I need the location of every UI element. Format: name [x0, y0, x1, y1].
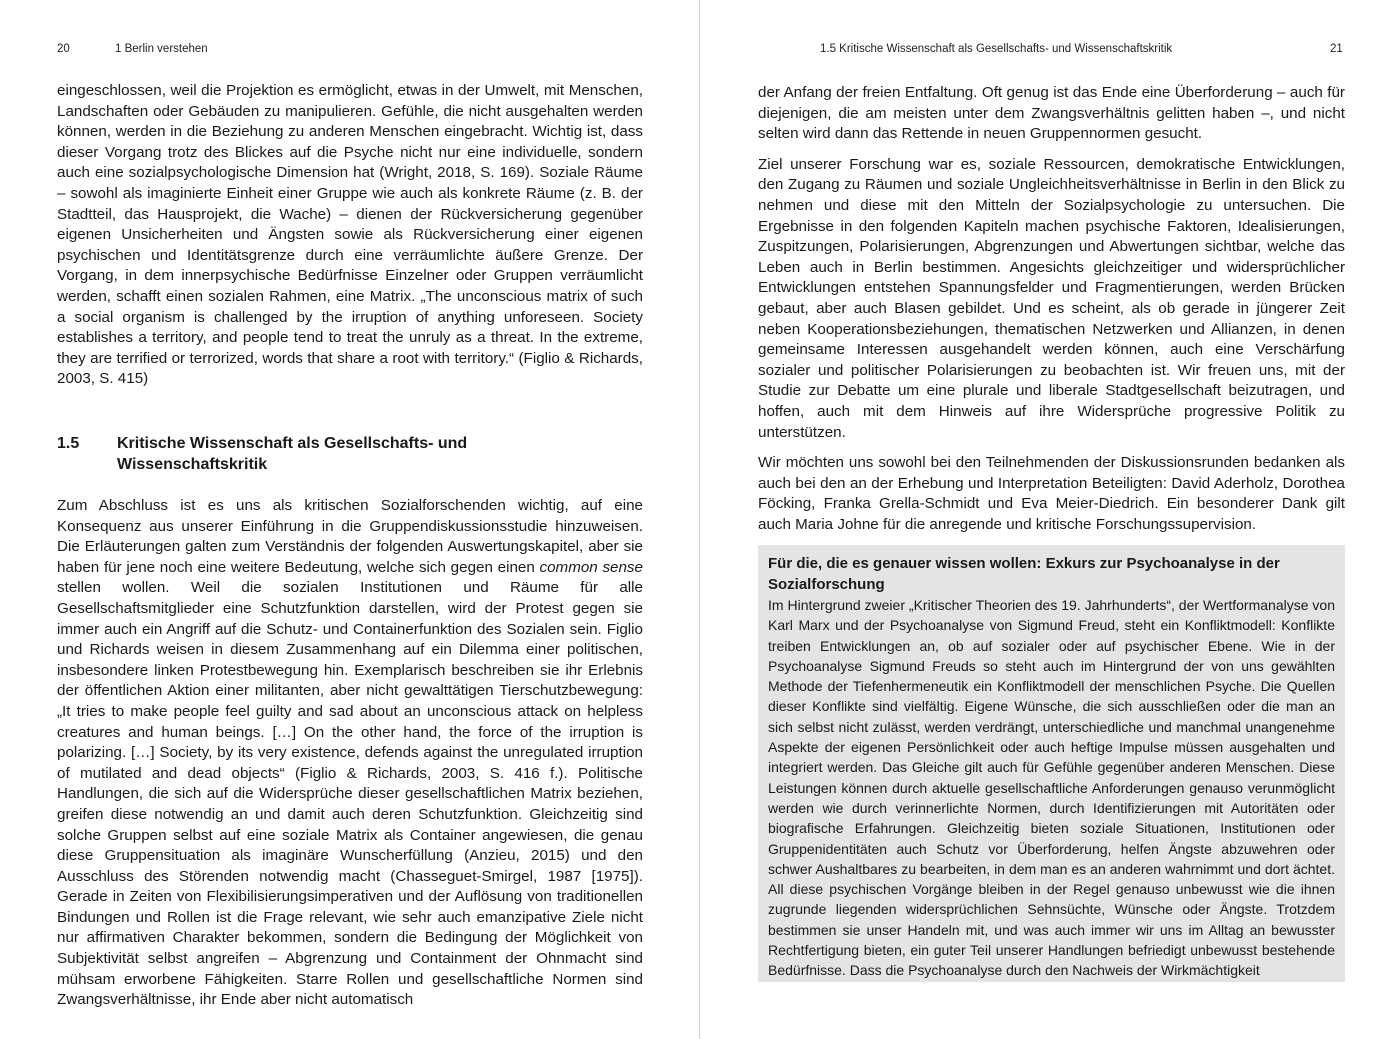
italic-term: common sense [539, 558, 643, 576]
paragraph-research-goal: Ziel unserer Forschung war es, soziale Ressourcen, demokratische Entwicklungen, den Zugang zu Räumen und soziale Ungleichheitsverhältnisse in Berlin in den Blick zu nehmen und diese mit den Mitteln der Sozialpsychologie zu untersuchen. Die Ergebnisse in den folgenden Kapiteln machen psychische Faktoren, Idealisierungen, Zuspitzungen, Polarisierungen, Abgrenzungen und Abwertungen sichtbar, welche das Leben auch in Berlin bestimmen. Angesichts gleichzeitiger und widersprüchlicher Entwicklungen entstehen Spannungsfelder und Fragmentierungen, werden Brücken gebaut, aber auch Blasen gebildet. Und es scheint, als ob gerade in jüngerer Zeit neben Kooperationsbeziehungen, thematischen Netzwerken und Allianzen, in denen gemeinsame Interessen ausgehandelt werden können, auch eine Verschärfung sozialer und politischer Polarisierungen zu beobachten ist. Wir freuen uns, mit der Studie zur Debatte um eine plurale und liberale Stadtgesellschaft beizutragen, und hoffen, auch mit dem Hinweis auf ihre Widersprüche progressive Politik zu unterstützen. [758, 155, 1345, 441]
excursus-title: Für die, die es genauer wissen wollen: Exkurs zur Psychoanalyse in der Sozialforschung [768, 555, 1280, 593]
running-header-right: 1.5 Kritische Wissenschaft als Gesellschafts- und Wissenschaftskritik [820, 43, 1173, 55]
paragraph-free-development: der Anfang der freien Entfaltung. Oft genug ist das Ende eine Überforderung – auch für diejenigen, die am meisten unter dem Zwangsverhältnis gelitten haben –, und nicht selten wird dann das Rettende in neuen Gruppennormen gesucht. [758, 84, 1345, 143]
paragraph-text-part-2: stellen wollen. Weil die sozialen Institutionen und Räume für alle Gesellschaftsmitglieder eine Schutzfunktion darstellen, wird der Protest gegen sie immer auch ein Angriff auf die Schutz- und Containerfunktion des Sozialen sein. Figlio und Richards weisen in diesem Zusammenhang auf ein Dilemma einer politischen, insbesondere linken Protestbewegung hin. Exemplarisch beschreiben sie ihr Erlebnis der öffentlichen Aktion einer militanten, aber nicht gewalttätigen Tierschutzbewegung: „It tries to make people feel guilty and sad about an unconscious attack on helpless creatures and human beings. […] On the other hand, the force of the irruption is polarizing. […] Society, by its very existence, defends against the unregulated irruption of mutilated and dead objects“ (Figlio & Richards, 2003, S. 416 f.). Politische Handlungen, die sich auf die Widersprüche dieser gesellschaftlichen Matrix beziehen, greifen diese notwendig an und damit auch deren Schutzfunktion. Gleichzeitig sind solche Gruppen selbst auf eine soziale Matrix als Container angewiesen, die genau diese Gruppensituation als imaginäre Wunscherfüllung (Anzieu, 2015) und den Ausschluss des Störenden notwendig macht (Chasseguet-Smirgel, 1987 [1975]). Gerade in Zeiten von Flexibilisierungsimperativen und der Auflösung von traditionellen Bindungen und Rollen ist die Frage relevant, wie sehr auch emanzipative Ziele nicht nur affirmativen Charakter bekommen, sondern die Bedingung der Möglichkeit von Subjektivität selbst angreifen – Abgrenzung und Containment der Ohnmacht sind mühsam erworbene Fähigkeiten. Starre Rollen und gesellschaftliche Normen sind Zwangsverhältnisse, ihr Ende aber nicht automatisch [57, 579, 643, 1009]
paragraph-acknowledgements: Wir möchten uns sowohl bei den Teilnehmenden der Diskussionsrunden bedanken als auch bei den an der Erhebung und Interpretation Beteiligten: David Aderholz, Dorothea Föcking, Franka Grella-Schmidt und Eva Meier-Diedrich. Ein besonderer Dank gilt auch Maria Johne für die anregende und kritische Forschungssupervision. [758, 454, 1345, 533]
paragraph-text-part-1: Zum Abschluss ist es uns als kritischen Sozialforschenden wichtig, auf eine Konsequenz aus unserer Einführung in die Gruppendiskussionsstudie hinzuweisen. Die Erläuterungen galten zum Verständnis der folgenden Auswertungskapitel, aber sie haben für jene noch eine weitere Bedeutung, welche sich gegen einen [57, 497, 643, 576]
excursus-box [758, 545, 1345, 982]
section-number: 1.5 [57, 435, 80, 452]
paragraph-critical-science [57, 496, 643, 1011]
section-title: Kritische Wissenschaft als Gesellschafts- und Wissenschaftskritik [117, 435, 468, 473]
paragraph-projection: eingeschlossen, weil die Projektion es ermöglicht, etwas in der Umwelt, mit Menschen, Landschaften oder Gebäuden zu manipulieren. Gefühle, die nicht ausgehalten werden können, werden in die Beziehung zu anderen Menschen eingebracht. Wichtig ist, dass dieser Vorgang trotz des Blickes auf die Psyche nicht nur eine individuelle, sondern auch eine sozialpsychologische Dimension hat (Wright, 2018, S. 169). Soziale Räume – sowohl als imaginierte Einheit einer Gruppe wie auch als konkrete Räume (z. B. der Stadtteil, das Hausprojekt, die Wache) – dienen der Rückversicherung gegenüber eigenen Unsicherheiten und Ängsten sowie als Rückversicherung einer eigenen psychischen und Identitätsgrenze durch eine verräumlichte äußere Grenze. Der Vorgang, in dem innerpsychische Bedürfnisse Einzelner oder Gruppen verräumlicht werden, schafft einen sozialen Rahmen, eine Matrix. „The unconscious matrix of such a social organism is challenged by the irruption of anything unforeseen. Society establishes a territory, and people tend to treat the unruly as a threat. In the extreme, they are terrified or terrorized, words that share a root with territory.“ (Figlio & Richards, 2003, S. 415) [57, 82, 643, 388]
body-block-right [758, 83, 1345, 535]
excursus-text: Im Hintergrund zweier „Kritischer Theorien des 19. Jahrhunderts“, der Wertformanalyse von Karl Marx und der Psychoanalyse von Sigmund Freud, steht ein Konfliktmodell: Konflikte treiben Entwicklungen an, ob auf sozialer oder auf psychischer Ebene. Wie in der Psychoanalyse Sigmund Freuds so steht auch im Hintergrund der von uns gewählten Methode der Tiefenhermeneutik ein Konfliktmodell der menschlichen Psyche. Die Quellen dieser Konflikte sind vielfältig. Eigene Wünsche, die sich ausschließen oder die man an sich selbst nicht zulässt, werden verdrängt, unterschiedliche und manchmal unangenehme Aspekte der eigenen Persönlichkeit oder auch heftige Impulse müssen ausgehalten und integriert werden. Das Gleiche gilt auch für Gefühle gegenüber anderen Menschen. Diese Leistungen können durch aktuelle gesellschaftliche Anforderungen genauso verunmöglicht werden wie durch verinnerlichte Normen, durch Identifizierungen mit Autoritäten oder biografische Erfahrungen. Gleichzeitig bieten soziale Situationen, Institutionen oder Gruppenidentitäten auch Schutz vor Überforderung, helfen Ängste abzuwehren oder schwer Aushaltbares zu bearbeiten, in dem man es an anderen wahrnimmt und dort ächtet. All diese psychischen Vorgänge bleiben in der Regel genauso unbewusst wie die ihnen zugrunde liegenden widersprüchlichen Sehnsüchte, Wünsche oder Ängste. Trotzdem bestimmen sie unser Handeln mit, und was auch immer wir uns im Alltag an bewusster Rechtfertigung bieten, ein guter Teil unserer Handlungen befriedigt unbewusst bestehende Bedürfnisse. Dass die Psychoanalyse durch den Nachweis der Wirkmächtigkeit [768, 597, 1335, 979]
page-number-right: 21 [1330, 43, 1343, 55]
page-number-left: 20 [57, 43, 70, 55]
body-block-section [57, 496, 643, 1011]
body-block-top [57, 81, 643, 390]
running-header-left: 1 Berlin verstehen [115, 43, 208, 55]
